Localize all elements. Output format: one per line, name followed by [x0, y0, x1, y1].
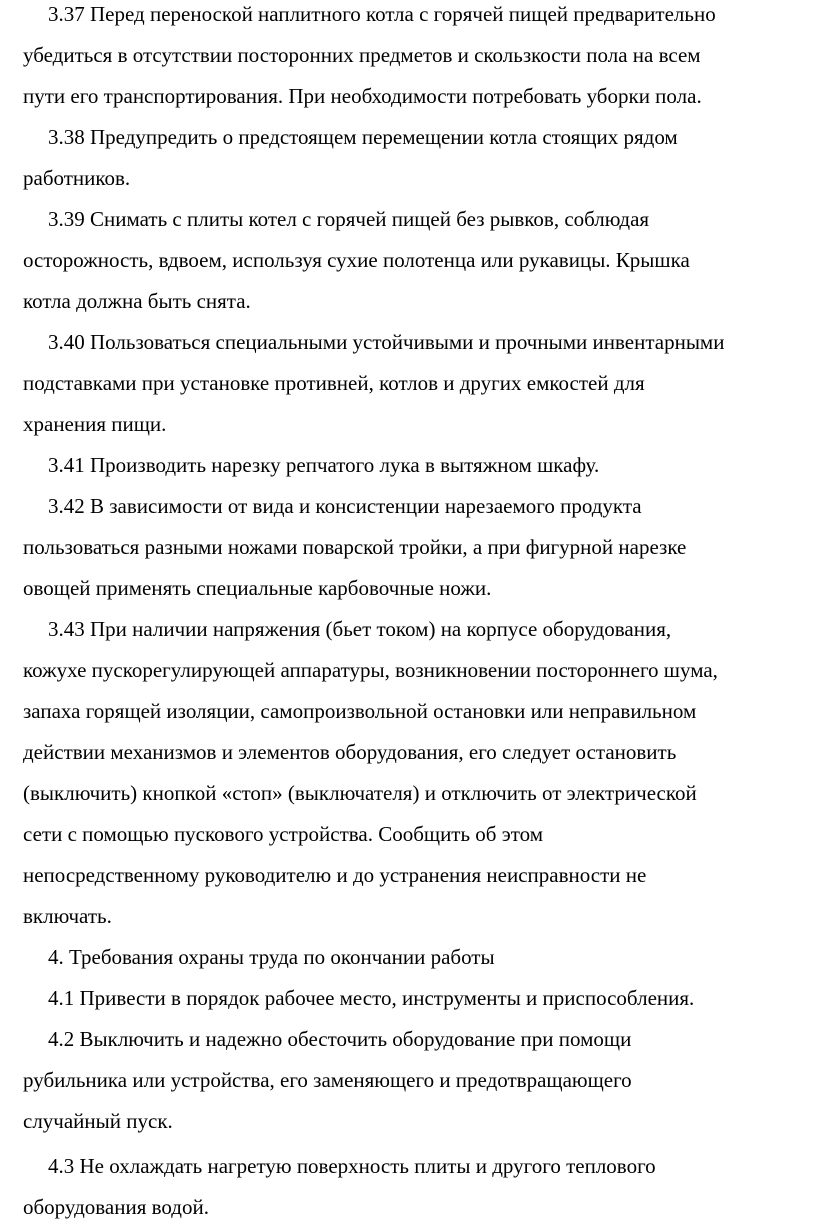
- section-title: 4. Требования охраны труда по окончании работы: [48, 945, 495, 969]
- paragraph-3-40: [23, 322, 814, 445]
- text-line: оборудования водой.: [23, 1195, 209, 1219]
- paragraph-4-1: [23, 978, 814, 1019]
- text-line: убедиться в отсутствии посторонних предметов и скользкости пола на всем: [23, 43, 701, 67]
- text-line: сети с помощью пускового устройства. Сообщить об этом: [23, 822, 544, 846]
- text-line: 3.39 Снимать с плиты котел с горячей пищей без рывков, соблюдая: [48, 207, 650, 231]
- text-line: непосредственному руководителю и до устранения неисправности не: [23, 863, 647, 887]
- text-line: осторожность, вдвоем, используя сухие полотенца или рукавицы. Крышка: [23, 248, 690, 272]
- text-line: 3.38 Предупредить о предстоящем перемещении котла стоящих рядом: [48, 125, 678, 149]
- paragraph-3-43: [23, 609, 814, 937]
- text-line: 4.2 Выключить и надежно обесточить оборудование при помощи: [48, 1027, 632, 1051]
- text-line: (выключить) кнопкой «стоп» (выключателя) и отключить от электрической: [23, 781, 697, 805]
- text-line: 3.37 Перед переноской наплитного котла с горячей пищей предварительно: [48, 2, 716, 26]
- paragraph-3-42: [23, 486, 814, 609]
- text-line: подставками при установке противней, котлов и других емкостей для: [23, 371, 645, 395]
- section-heading-4: [23, 937, 814, 978]
- text-line: рубильника или устройства, его заменяющего и предотвращающего: [23, 1068, 632, 1092]
- text-line: котла должна быть снята.: [23, 289, 251, 313]
- text-line: 3.40 Пользоваться специальными устойчивыми и прочными инвентарными: [48, 330, 725, 354]
- text-line: запаха горящей изоляции, самопроизвольной остановки или неправильном: [23, 699, 697, 723]
- text-line: пути его транспортирования. При необходимости потребовать уборки пола.: [23, 84, 702, 108]
- text-line: 3.43 При наличии напряжения (бьет током) на корпусе оборудования,: [48, 617, 672, 641]
- text-line: 3.41 Производить нарезку репчатого лука в вытяжном шкафу.: [48, 453, 600, 477]
- text-line: включать.: [23, 904, 112, 928]
- text-line: 4.3 Не охлаждать нагретую поверхность плиты и другого теплового: [48, 1154, 656, 1178]
- document-body: [23, 0, 814, 1228]
- text-line: 3.42 В зависимости от вида и консистенции нарезаемого продукта: [48, 494, 642, 518]
- paragraph-3-39: [23, 199, 814, 322]
- text-line: кожухе пускорегулирующей аппаратуры, возникновении постороннего шума,: [23, 658, 718, 682]
- text-line: хранения пищи.: [23, 412, 167, 436]
- text-line: овощей применять специальные карбовочные ножи.: [23, 576, 492, 600]
- paragraph-4-2: [23, 1019, 814, 1142]
- text-line: работников.: [23, 166, 131, 190]
- paragraph-3-37: [23, 0, 814, 117]
- text-line: пользоваться разными ножами поварской тройки, а при фигурной нарезке: [23, 535, 687, 559]
- text-line: случайный пуск.: [23, 1109, 173, 1133]
- text-line: 4.1 Привести в порядок рабочее место, инструменты и приспособления.: [48, 986, 695, 1010]
- paragraph-4-3: [23, 1146, 814, 1228]
- text-line: действии механизмов и элементов оборудования, его следует остановить: [23, 740, 677, 764]
- paragraph-3-41: [23, 445, 814, 486]
- paragraph-3-38: [23, 117, 814, 199]
